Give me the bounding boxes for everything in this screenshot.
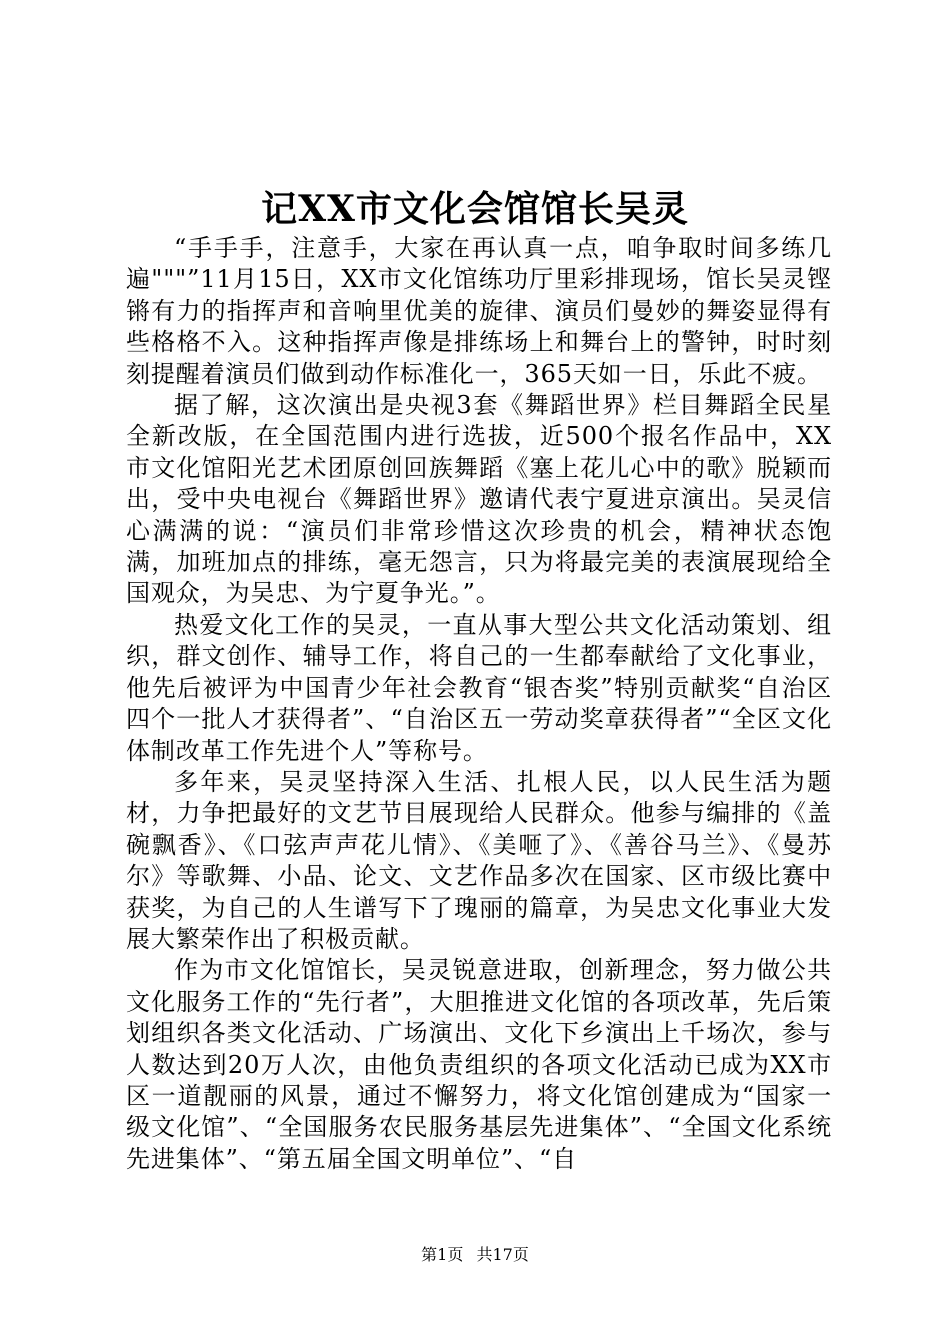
paragraph: 作为市文化馆馆长，吴灵锐意进取，创新理念，努力做公共文化服务工作的“先行者”，大胆推进文化馆的各项改革，先后策划组织各类文化活动、广场演出、文化下乡演出上千场次，参与人数达到20万人次，由他负责组织的各项文化活动已成为XX市区一道靓丽的风景，通过不懈努力，将文化馆创建成为“国家一级文化馆”、“全国服务农民服务基层先进集体”、“全国文化系统先进集体”、“第五届全国文明单位”、“自 [126,956,832,1173]
document-title: 记XX市文化会馆馆长吴灵 [261,188,689,230]
paragraph: 热爱文化工作的吴灵，一直从事大型公共文化活动策划、组织，群文创作、辅导工作，将自己的一生都奉献给了文化事业，他先后被评为中国青少年社会教育“银杏奖”特别贡献奖“自治区四个一批人才获得者”、“自治区五一劳动奖章获得者”“全区文化体制改革工作先进个人”等称号。 [126,610,832,765]
paragraph: 多年来，吴灵坚持深入生活、扎根人民，以人民生活为题材，力争把最好的文艺节目展现给人民群众。他参与编排的《盖碗飘香》、《口弦声声花儿情》、《美咂了》、《善谷马兰》、《曼苏尔》等歌舞、小品、论文、文艺作品多次在国家、区市级比赛中获奖，为自己的人生谱写下了瑰丽的篇章，为吴忠文化事业大发展大繁荣作出了积极贡献。 [126,767,832,953]
paragraph: 据了解，这次演出是央视3套《舞蹈世界》栏目舞蹈全民星全新改版，在全国范围内进行选拔，近500个报名作品中，XX市文化馆阳光艺术团原创回族舞蹈《塞上花儿心中的歌》脱颖而出，受中央电视台《舞蹈世界》邀请代表宁夏进京演出。吴灵信心满满的说：“演员们非常珍惜这次珍贵的机会，精神状态饱满，加班加点的排练，毫无怨言，只为将最完美的表演展现给全国观众，为吴忠、为宁夏争光。”。 [126,391,832,608]
page-total: 共17页 [476,1245,529,1264]
document-body [126,233,832,1175]
page-footer [0,1243,950,1267]
page-number: 第1页 [421,1245,464,1264]
paragraph: “手手手，注意手，大家在再认真一点，咱争取时间多练几遍"""”11月15日，XX市文化馆练功厅里彩排现场，馆长吴灵铿锵有力的指挥声和音响里优美的旋律、演员们曼妙的舞姿显得有些格格不入。这种指挥声像是排练场上和舞台上的警钟，时时刻刻提醒着演员们做到动作标准化一，365天如一日，乐此不疲。 [126,234,832,388]
